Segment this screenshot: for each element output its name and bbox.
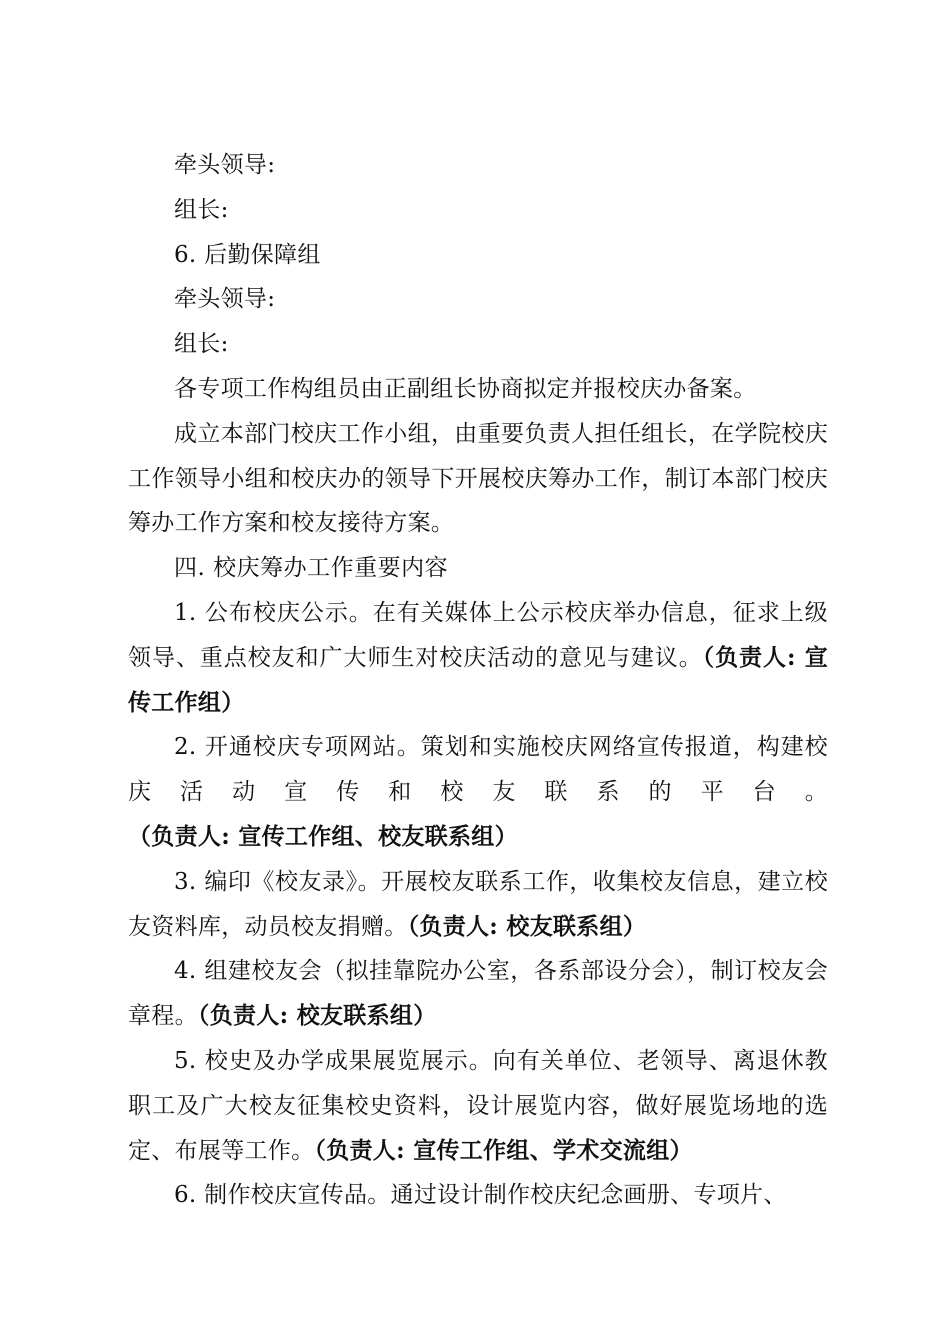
paragraph-text: 4. 组建校友会（拟挂靠院办公室，各系部设分会），制订校友会章程。 [128,958,828,1030]
paragraph-text: 3. 编印《校友录》。开展校友联系工作，收集校友信息，建立校友资料库，动员校友捐赠。 [128,868,828,940]
heading-text: 四. 校庆筹办工作重要内容 [174,555,449,582]
paragraph [128,860,828,950]
paragraph [128,1039,828,1173]
responsible-note: （负责人: 宣传工作组） [128,643,828,716]
section-item-title [128,233,828,278]
paragraph-text: 成立本部门校庆工作小组，由重要负责人担任组长，在学院校庆工作领导小组和校庆办的领导下开展校庆筹办工作，制订本部门校庆筹办工作方案和校友接待方案。 [128,420,828,537]
paragraph [128,725,828,859]
paragraph-text: 6. 后勤保障组 [174,241,321,268]
paragraph-text: 组长: [174,196,229,223]
paragraph-text: 各专项工作构组员由正副组长协商拟定并报校庆办备案。 [174,375,757,402]
paragraph [128,143,828,188]
paragraph-text: 牵头领导: [174,152,276,178]
section-heading [128,546,828,591]
paragraph [128,949,828,1039]
paragraph-text: 牵头领导: [174,286,276,313]
paragraph [128,412,828,546]
paragraph-text: 1. 公布校庆公示。在有关媒体上公示校庆举办信息，征求上级领导、重点校友和广大师生对校庆活动的意见与建议。 [128,599,828,671]
responsible-note: （负责人: 校友联系组） [197,1002,437,1030]
responsible-note: （负责人: 校友联系组） [407,912,647,940]
paragraph [128,1173,828,1218]
paragraph [128,591,828,725]
paragraph-text: 5. 校史及办学成果展览展示。向有关单位、老领导、离退休教职工及广大校友征集校史资料，设计展览内容，做好展览场地的选定、布展等工作。 [128,1047,828,1164]
paragraph-text: 2. 开通校庆专项网站。策划和实施校庆网络宣传报道，构建校庆活动宣传和校友联系的平台。 [128,734,828,806]
document-body [128,143,828,1218]
paragraph [128,188,828,233]
paragraph [128,367,828,412]
responsible-note: （负责人: 宣传工作组、学术交流组） [314,1136,693,1164]
paragraph [128,277,828,322]
paragraph-text: 组长: [174,331,229,358]
responsible-note: （负责人: 宣传工作组、校友联系组） [128,822,518,850]
paragraph [128,322,828,367]
paragraph-text: 6. 制作校庆宣传品。通过设计制作校庆纪念画册、专项片、 [174,1182,787,1209]
